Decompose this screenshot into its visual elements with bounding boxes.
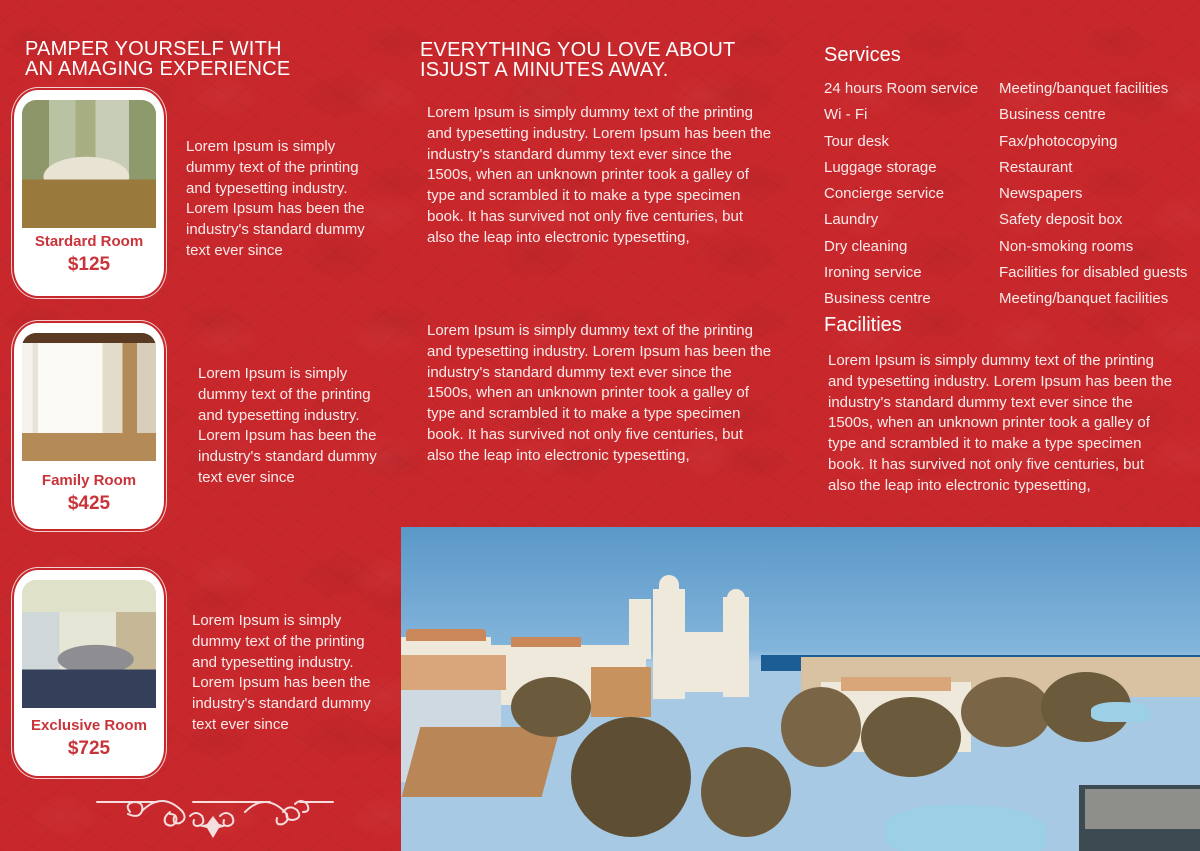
text-line: also the leap into electronic typesetting,: [427, 228, 690, 246]
service-item: Business centre: [824, 290, 931, 308]
text-line: type and scrambled it to make a type specimen: [828, 435, 1142, 453]
text-line: type and scrambled it to make a type specimen: [427, 405, 741, 423]
room-description-exclusive: [192, 611, 371, 736]
room-card-exclusive: [16, 572, 162, 774]
service-item: 24 hours Room service: [824, 80, 979, 97]
text-line: 1500s, when an unknown printer took a galley of: [427, 384, 749, 402]
room-photo-family: [22, 333, 156, 461]
service-item: Luggage storage: [824, 158, 937, 176]
middle-heading: [420, 40, 735, 80]
text-line: Lorem Ipsum is simply: [186, 138, 336, 155]
room-card-family: [16, 325, 162, 527]
service-item: Safety deposit box: [999, 211, 1123, 229]
text-line: book. It has survived not only five centuries, but: [427, 425, 744, 443]
left-heading: [25, 39, 290, 79]
text-line: dummy text of the printing: [198, 385, 371, 403]
text-line: dummy text of the printing: [186, 158, 359, 176]
text-line: 1500s, when an unknown printer took a galley of: [427, 166, 749, 184]
service-item: Ironing service: [824, 264, 922, 282]
room-photo-exclusive: [22, 580, 156, 708]
left-heading-line: PAMPER YOURSELF WITH: [25, 38, 282, 60]
text-line: Lorem Ipsum is simply: [198, 365, 348, 382]
text-line: also the leap into electronic typesetting,: [828, 476, 1091, 494]
text-line: and typesetting industry.: [186, 179, 348, 197]
service-item: Meeting/banquet facilities: [999, 290, 1169, 308]
text-line: Lorem Ipsum is simply: [192, 612, 342, 629]
service-item: Business centre: [999, 106, 1106, 124]
room-photo-standard: [22, 100, 156, 228]
service-item: Dry cleaning: [824, 237, 908, 255]
text-line: book. It has survived not only five centuries, but: [828, 455, 1145, 473]
service-item: Laundry: [824, 211, 879, 229]
service-item: Fax/photocopying: [999, 132, 1118, 150]
left-heading-line: AN AMAGING EXPERIENCE: [25, 58, 291, 80]
service-item: Meeting/banquet facilities: [999, 80, 1169, 97]
text-line: Lorem Ipsum has been the: [192, 674, 371, 692]
room-name: Stardard Room: [34, 233, 144, 250]
service-item: Facilities for disabled guests: [999, 264, 1188, 282]
room-price: $725: [67, 738, 111, 759]
facilities-title: Facilities: [824, 314, 902, 336]
room-name: Exclusive Room: [31, 717, 147, 734]
room-card-standard: [16, 92, 162, 294]
text-line: book. It has survived not only five centuries, but: [427, 207, 744, 225]
text-line: dummy text of the printing: [192, 632, 365, 650]
text-line: Lorem Ipsum is simply dummy text of the printing: [427, 104, 753, 121]
text-line: industry's standard dummy text ever since the: [828, 393, 1133, 411]
services-list-col2: [999, 76, 1187, 313]
service-item: Newspapers: [999, 185, 1083, 203]
text-line: industry's standard dummy: [192, 695, 371, 713]
room-price: $125: [67, 254, 111, 275]
text-line: text ever since: [186, 241, 283, 259]
flourish-ornament-icon: [95, 790, 335, 840]
room-name: Family Room: [41, 472, 137, 489]
text-line: and typesetting industry.: [198, 406, 360, 424]
room-price: $425: [67, 493, 111, 514]
text-line: and typesetting industry. Lorem Ipsum has been the: [427, 342, 772, 360]
services-list-col1: [824, 76, 978, 313]
service-item: Concierge service: [824, 185, 945, 203]
text-line: text ever since: [198, 468, 295, 486]
services-title: Services: [824, 44, 901, 66]
room-description-standard: [186, 137, 365, 262]
middle-paragraph-1: [427, 103, 771, 249]
text-line: 1500s, when an unknown printer took a galley of: [828, 414, 1150, 432]
service-item: Non-smoking rooms: [999, 237, 1134, 255]
text-line: type and scrambled it to make a type specimen: [427, 187, 741, 205]
service-item: Wi - Fi: [824, 106, 868, 124]
text-line: industry's standard dummy: [186, 221, 365, 239]
service-item: Tour desk: [824, 132, 890, 150]
room-description-family: [198, 364, 377, 489]
service-item: Restaurant: [999, 158, 1073, 176]
text-line: and typesetting industry. Lorem Ipsum has been the: [427, 124, 772, 142]
middle-heading-line: ISJUST A MINUTES AWAY.: [420, 59, 669, 81]
text-line: Lorem Ipsum has been the: [198, 427, 377, 445]
text-line: industry's standard dummy text ever since the: [427, 363, 732, 381]
text-line: also the leap into electronic typesetting,: [427, 446, 690, 464]
middle-paragraph-2: [427, 321, 771, 467]
text-line: Lorem Ipsum is simply dummy text of the printing: [427, 322, 753, 339]
text-line: industry's standard dummy text ever since the: [427, 145, 732, 163]
text-line: text ever since: [192, 715, 289, 733]
text-line: and typesetting industry. Lorem Ipsum has been the: [828, 372, 1173, 390]
facilities-paragraph: [828, 351, 1172, 497]
text-line: industry's standard dummy: [198, 448, 377, 466]
text-line: and typesetting industry.: [192, 653, 354, 671]
middle-heading-line: EVERYTHING YOU LOVE ABOUT: [420, 39, 736, 61]
resort-photo: [401, 527, 1200, 851]
text-line: Lorem Ipsum is simply dummy text of the printing: [828, 352, 1154, 369]
text-line: Lorem Ipsum has been the: [186, 200, 365, 218]
